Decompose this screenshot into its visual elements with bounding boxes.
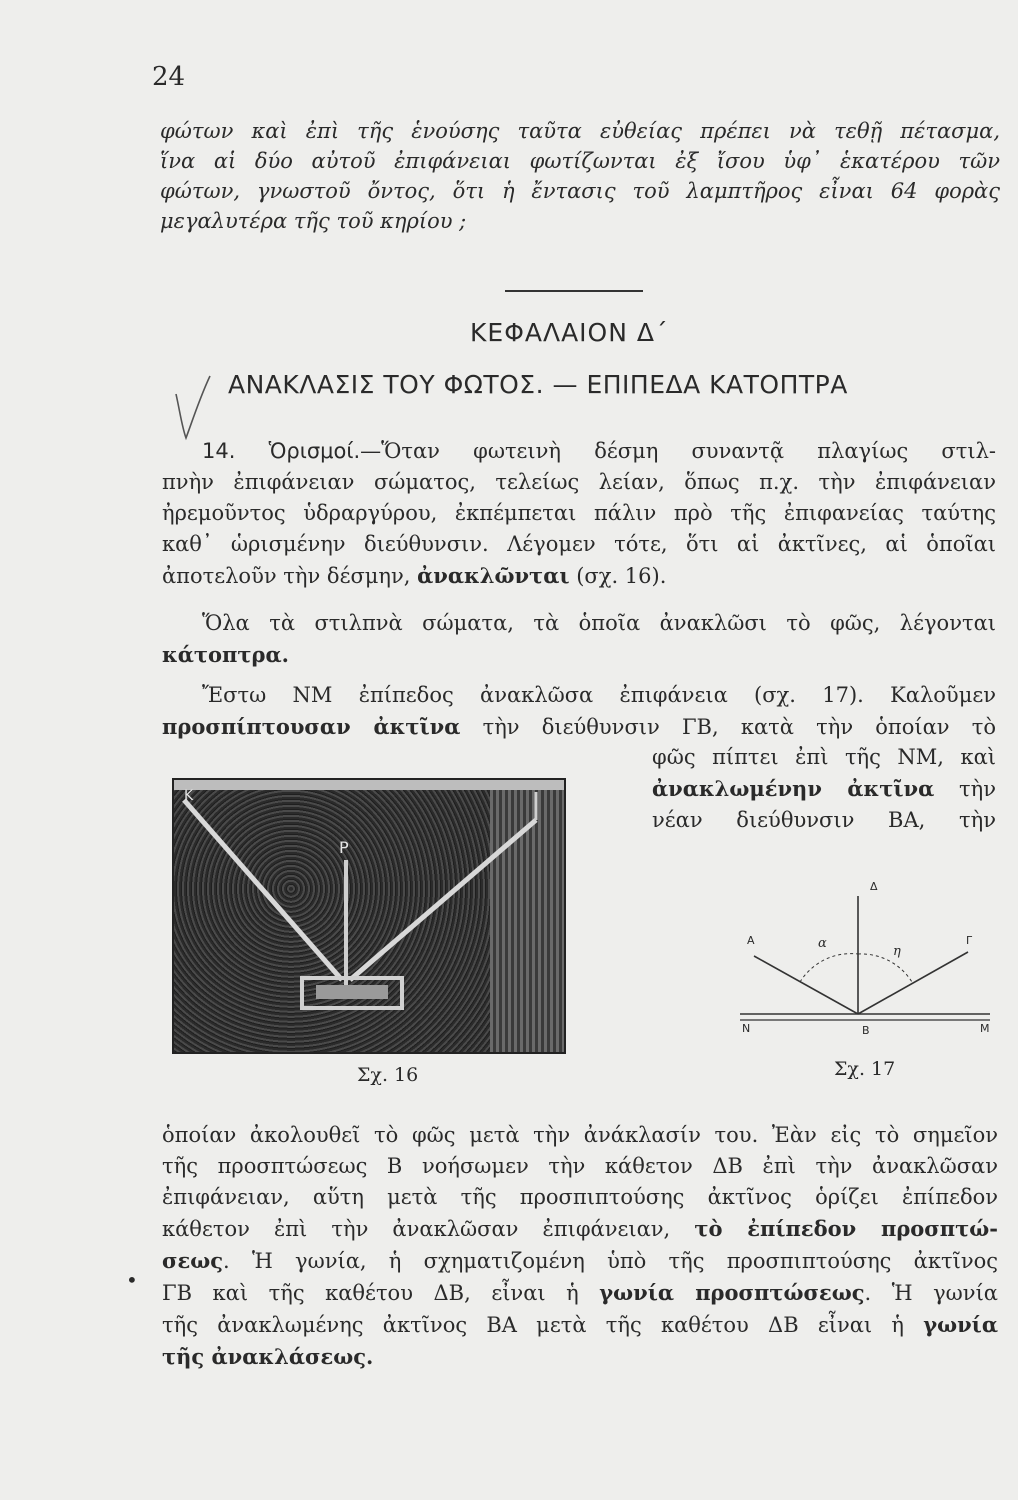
paragraph-line: καθ᾽ ὡρισμένην διεύθυνσιν. Λέγομεν τότε, ὅτι αἱ ἀκτῖνες, αἱ ὁποῖαι (162, 532, 996, 556)
label-b-point: Β (862, 1024, 870, 1037)
label-g-point: Γ (966, 934, 973, 947)
paragraph-text: τὴν (934, 777, 996, 801)
label-delta: Δ (870, 880, 878, 893)
paragraph-line (162, 1213, 998, 1245)
photo-rays (174, 780, 564, 1052)
section-number: 14. (202, 439, 269, 463)
paragraph-line (162, 560, 996, 592)
figure-16-photo (172, 778, 566, 1054)
margin-dot: • (126, 1268, 138, 1292)
paragraph-mirrors (162, 608, 996, 670)
problem-line: μεγαλυτέρα τῆς τοῦ κηρίου ; (160, 209, 467, 233)
paragraph-rays (162, 680, 996, 743)
problem-line: φώτων καὶ ἐπὶ τῆς ἑνούσης ταῦτα εὐθείας πρέπει νὰ τεθῇ πέτασμα, (160, 119, 1000, 143)
label-n-point: Ν (742, 1022, 751, 1035)
term-bold: ἀνακλῶνται (417, 563, 570, 588)
paragraph-line (162, 1277, 998, 1309)
paragraph-text: τὴν διεύθυνσιν ΓΒ, κατὰ τὴν ὁποίαν τὸ (460, 715, 996, 739)
paragraph-incidence (162, 1120, 998, 1372)
photo-label-k: K (184, 788, 194, 804)
figure-17-diagram (740, 878, 1000, 1048)
paragraph-line: πνὴν ἐπιφάνειαν σώματος, τελείως λείαν, ὅπως π.χ. τὴν ἐπιφάνειαν (162, 470, 996, 494)
paragraph-line (652, 773, 996, 805)
paragraph-line (162, 711, 996, 743)
problem-line: ἵνα αἱ δύο αὐτοῦ ἐπιφάνειαι φωτίζωνται ἐξ ἴσου ὑφ᾽ ἑκατέρου τῶν (160, 149, 1000, 173)
paragraph-line: ὁποίαν ἀκολουθεῖ τὸ φῶς μετὰ τὴν ἀνάκλασίν του. Ἐὰν εἰς τὸ σημεῖον (162, 1123, 998, 1147)
paragraph-rays-wrap (652, 742, 996, 836)
term-bold: τῆς ἀνακλάσεως. (162, 1344, 374, 1369)
paragraph-text: —Ὅταν φωτεινὴ δέσμη συναντᾷ πλαγίως στιλ- (360, 439, 996, 463)
photo-label-p: P (339, 838, 349, 857)
paragraph-line: ἠρεμοῦντος ὑδραργύρου, ἐκπέμπεται πάλιν πρὸ τῆς ἐπιφανείας ταύτης (162, 501, 996, 525)
paragraph-definitions (162, 436, 996, 592)
problem-line: φώτων, γνωστοῦ ὄντος, ὅτι ἡ ἔντασις τοῦ λαμπτῆρος εἶναι 64 φορὰς (160, 179, 1000, 203)
paragraph-line: ἐπιφάνειαν, αὕτη μετὰ τῆς προσπιπτούσης ἀκτῖνος ὁρίζει ἐπίπεδον (162, 1185, 998, 1209)
figure-16-caption: Σχ. 16 (357, 1064, 419, 1086)
section-title: ΑΝΑΚΛΑΣΙΣ ΤΟΥ ΦΩΤΟΣ. — ΕΠΙΠΕΔΑ ΚΑΤΟΠΤΡΑ (228, 370, 848, 399)
term-bold: προσπίπτουσαν ἀκτῖνα (162, 714, 461, 739)
figure-17-caption: Σχ. 17 (834, 1058, 896, 1080)
paragraph-line (162, 1309, 998, 1341)
paragraph-line (162, 1245, 998, 1277)
label-eta: η (893, 944, 901, 959)
label-a-point: Α (747, 934, 755, 947)
paragraph-line: Ἔστω ΝΜ ἐπίπεδος ἀνακλῶσα ἐπιφάνεια (σχ. 17). Καλοῦμεν (202, 683, 996, 707)
paragraph-text: ἀποτελοῦν τὴν δέσμην, (162, 564, 418, 588)
section-divider (505, 290, 643, 292)
paragraph-line: τῆς προσπτώσεως Β νοήσωμεν τὴν κάθετον ΔΒ ἐπὶ τὴν ἀνακλῶσαν (162, 1154, 998, 1178)
chapter-heading: ΚΕΦΑΛΑΙΟΝ Δ΄ (470, 318, 669, 347)
label-alpha: α (818, 936, 827, 951)
term-bold: σεως (162, 1248, 224, 1273)
term-bold: τὸ ἐπίπεδον προσπτώ- (694, 1216, 998, 1241)
paragraph-heading: Ὁρισμοί. (268, 439, 361, 463)
page-number: 24 (152, 62, 186, 92)
paragraph-text: (σχ. 16). (569, 564, 667, 588)
paragraph-text: ΓΒ καὶ τῆς καθέτου ΔΒ, εἶναι ἡ (162, 1281, 600, 1305)
paragraph-text: κάθετον ἐπὶ τὴν ἀνακλῶσαν ἐπιφάνειαν, (162, 1217, 695, 1241)
paragraph-line: Ὅλα τὰ στιλπνὰ σώματα, τὰ ὁποῖα ἀνακλῶσι τὸ φῶς, λέγονται (202, 611, 996, 635)
paragraph-text: τῆς ἀνακλωμένης ἀκτῖνος ΒΑ μετὰ τῆς καθέτου ΔΒ εἶναι ἡ (162, 1313, 924, 1337)
term-bold: γωνία προσπτώσεως (599, 1280, 865, 1305)
term-bold: κάτοπτρα. (162, 642, 289, 667)
paragraph-line (162, 436, 996, 467)
paragraph-line: φῶς πίπτει ἐπὶ τῆς ΝΜ, καὶ (652, 745, 996, 769)
paragraph-text: . Ἡ γωνία, ἡ σχηματιζομένη ὑπὸ τῆς προσπιπτούσης ἀκτῖνος (223, 1249, 998, 1273)
term-bold: γωνία (923, 1312, 998, 1337)
handwritten-check-icon (172, 372, 212, 442)
paragraph-text: . Ἡ γωνία (864, 1281, 998, 1305)
label-m-point: Μ (980, 1022, 990, 1035)
problem-text (160, 116, 1000, 236)
term-bold: ἀνακλωμένην ἀκτῖνα (652, 776, 935, 801)
paragraph-line: νέαν διεύθυνσιν ΒΑ, τὴν (652, 808, 996, 832)
